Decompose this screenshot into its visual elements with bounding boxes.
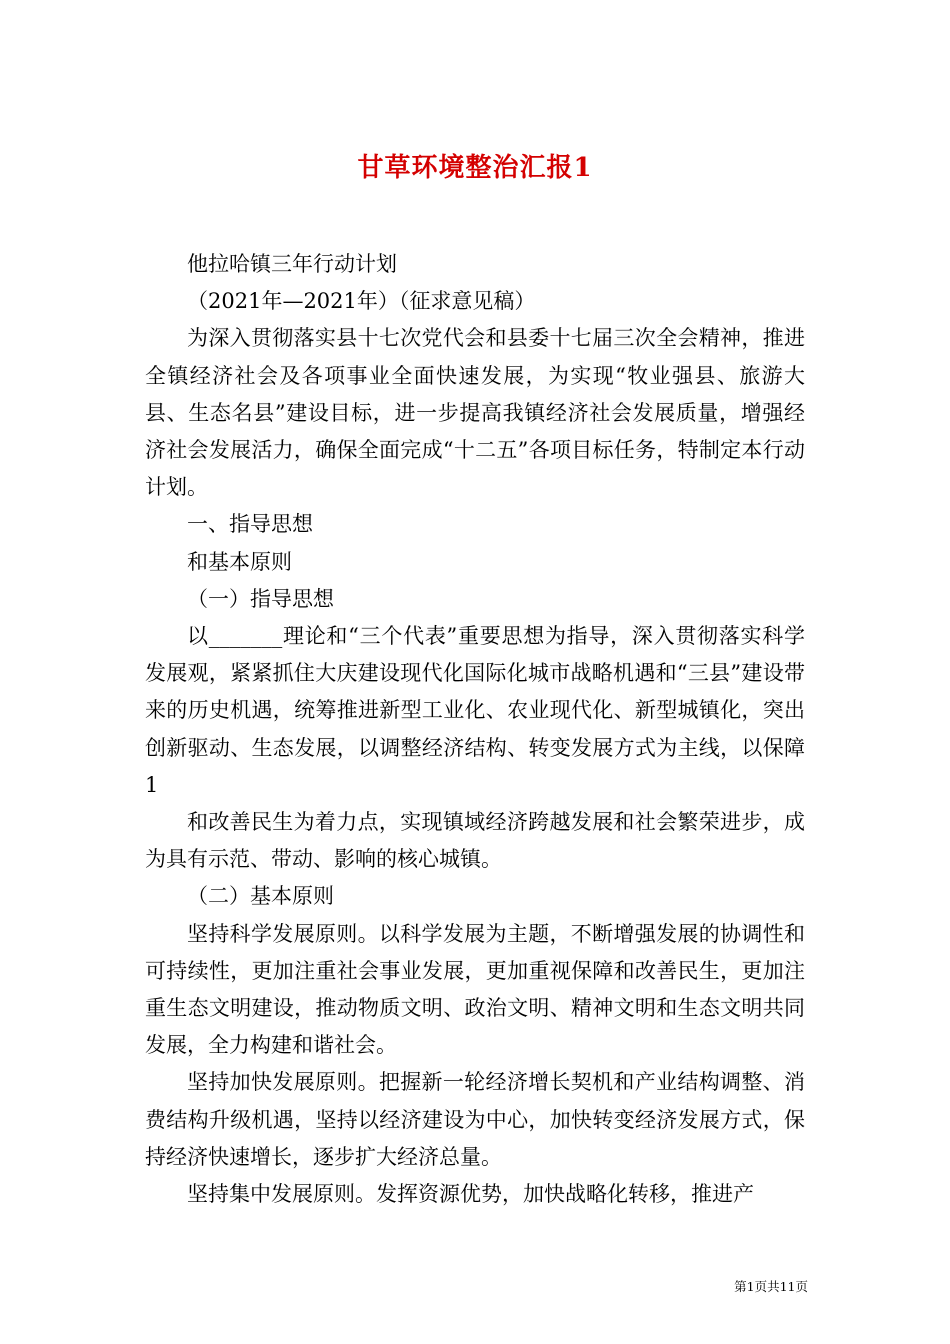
paragraph: 一、指导思想: [187, 512, 313, 537]
paragraph: 坚持加快发展原则。把握新一轮经济增长契机和产业结构调整、消费结构升级机遇，坚持以经济建设为中心，加快转变经济发展方式，保持经济快速增长，逐步扩大经济总量。: [145, 1070, 805, 1169]
paragraph: 和改善民生为着力点，实现镇域经济跨越发展和社会繁荣进步，成为具有示范、带动、影响的核心城镇。: [145, 810, 805, 872]
paragraph: 以_______理论和“三个代表”重要思想为指导，深入贯彻落实科学发展观，紧紧抓住大庆建设现代化国际化城市战略机遇和“三县”建设带来的历史机遇，统筹推进新型工业化、农业现代化、新型城镇化，突出创新驱动、生态发展，以调整经济结构、转变发展方式为主线，以保障1: [145, 624, 805, 797]
paragraph: （二）基本原则: [187, 884, 334, 909]
page-number: 第1页共11页: [734, 1279, 808, 1294]
paragraph: 和基本原则: [187, 549, 292, 574]
paragraph: （一）指导思想: [187, 586, 334, 611]
paragraph: （2021年—2021年）（征求意见稿）: [187, 289, 536, 314]
paragraph: 坚持科学发展原则。以科学发展为主题，不断增强发展的协调性和可持续性，更加注重社会事业发展，更加重视保障和改善民生，更加注重生态文明建设，推动物质文明、政治文明、精神文明和生态文明共同发展，全力构建和谐社会。: [145, 921, 805, 1058]
paragraph: 坚持集中发展原则。发挥资源优势，加快战略化转移，推进产: [187, 1182, 754, 1207]
document-body: [145, 246, 805, 1213]
document-title: 甘草环境整治汇报1: [357, 153, 593, 184]
paragraph: 为深入贯彻落实县十七次党代会和县委十七届三次全会精神，推进全镇经济社会及各项事业全面快速发展，为实现“牧业强县、旅游大县、生态名县”建设目标，进一步提高我镇经济社会发展质量，增强经济社会发展活力，确保全面完成“十二五”各项目标任务，特制定本行动计划。: [145, 326, 805, 500]
paragraph: 他拉哈镇三年行动计划: [187, 252, 397, 276]
